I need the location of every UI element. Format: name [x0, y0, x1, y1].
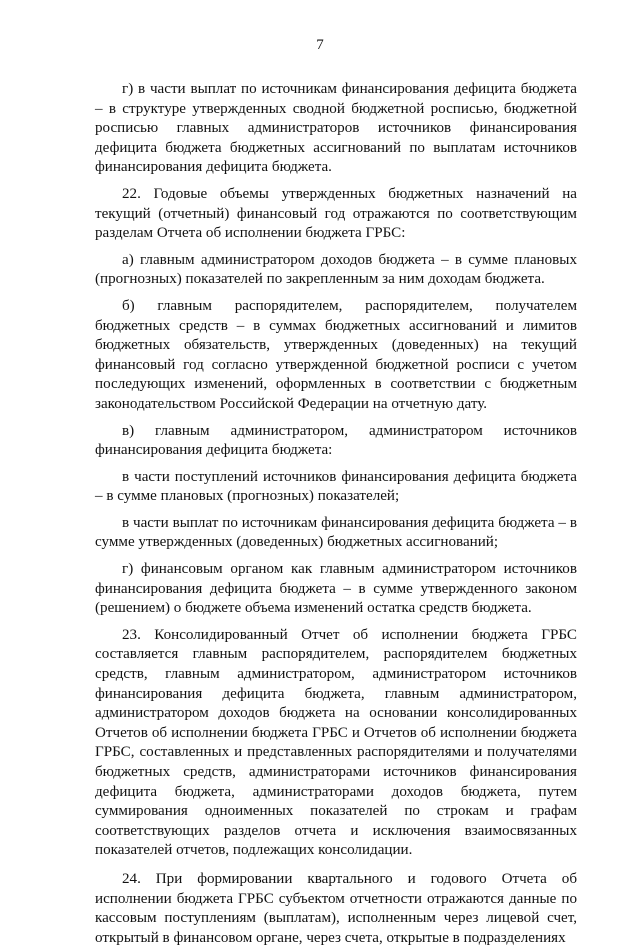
paragraph-22v: в) главным администратором, администратором источников финансирования дефицита бюджета: [95, 422, 577, 459]
paragraph-22v-receipts: в части поступлений источников финансирования дефицита бюджета – в сумме плановых (прогнозных) показателей; [95, 468, 577, 505]
paragraph-22a: а) главным администратором доходов бюджета – в сумме плановых (прогнозных) показателей по закрепленным за ним доходам бюджета. [95, 251, 577, 288]
paragraph-22g: г) финансовым органом как главным администратором источников финансирования дефицита бюджета – в сумме утвержденного законом (решением) о бюджете объема изменений остатка средств бюджета. [95, 561, 577, 617]
paragraph-22b: б) главным распорядителем, распорядителем, получателем бюджетных средств – в суммах бюджетных ассигнований и лимитов бюджетных обязательств, утвержденных (доведенных) на текущий финансовый год согласно утвержденной бюджетной росписи с учетом последующих изменений, оформленных в соответствии с бюджетным законодательством Российской Федерации на отчетную дату. [95, 297, 577, 412]
paragraph-21g: г) в части выплат по источникам финансирования дефицита бюджета – в структуре утвержденных сводной бюджетной росписью, бюджетной росписью главных администраторов источников финансирования дефицита бюджета бюджетных ассигнований по выплатам источников финансирования дефицита бюджета. [95, 81, 577, 176]
document-body [95, 80, 577, 948]
paragraph-22v-payments: в части выплат по источникам финансирования дефицита бюджета – в сумме утвержденных (доведенных) бюджетных ассигнований; [95, 514, 577, 551]
paragraph-23: 23. Консолидированный Отчет об исполнении бюджета ГРБС составляется главным распорядителем, распорядителем бюджетных средств, главным администратором, администратором источников финансирования дефицита бюджета, главным администратором, администратором доходов бюджета на основании консолидированных Отчетов об исполнении бюджета ГРБС и Отчетов об исполнении бюджета ГРБС, составленных и представленных распорядителями и получателями бюджетных средств, администраторами источников финансирования дефицита бюджета, администраторами доходов бюджета, путем суммирования одноименных показателей по строкам и графам соответствующих разделов отчета и исключения взаимосвязанных показателей отчетов, подлежащих консолидации. [95, 626, 577, 859]
page-number: 7 [316, 37, 324, 53]
paragraph-22: 22. Годовые объемы утвержденных бюджетных назначений на текущий (отчетный) финансовый год отражаются по соответствующим разделам Отчета об исполнении бюджета ГРБС: [95, 185, 577, 242]
paragraph-24: 24. При формировании квартального и годового Отчета об исполнении бюджета ГРБС субъектом отчетности отражаются данные по кассовым поступлениям (выплатам), исполненным через лицевой счет, открытый в финансовом органе, через счета, открытые в подразделениях [95, 870, 577, 946]
